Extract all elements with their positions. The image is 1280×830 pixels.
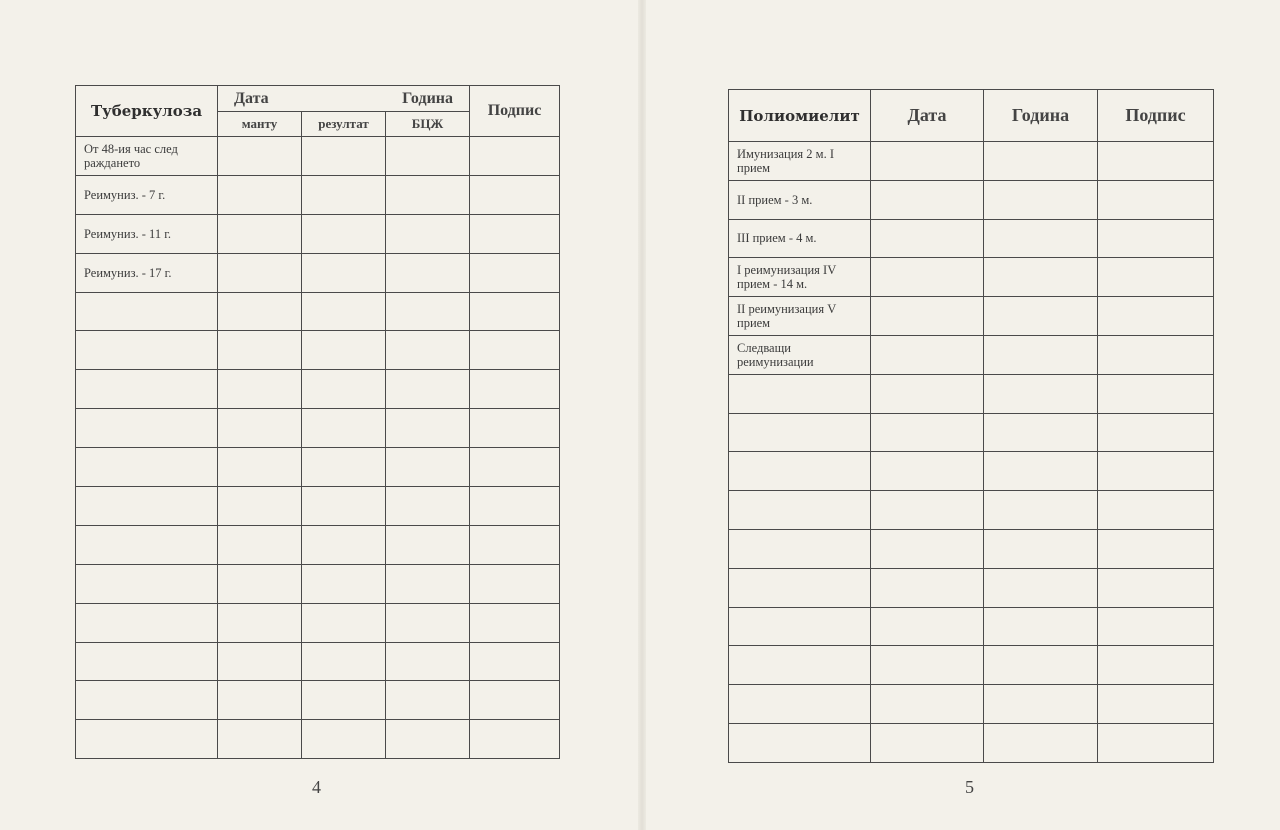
entry-cell[interactable] — [386, 642, 470, 681]
entry-cell[interactable] — [302, 720, 386, 759]
entry-cell[interactable] — [218, 603, 302, 642]
entry-cell[interactable] — [1098, 219, 1214, 258]
poliomyelitis-title: Полиомиелит — [729, 90, 871, 142]
entry-cell[interactable] — [470, 175, 560, 214]
entry-cell[interactable] — [302, 448, 386, 487]
entry-cell[interactable] — [386, 525, 470, 564]
entry-cell[interactable] — [984, 607, 1098, 646]
table-row — [729, 258, 1214, 297]
table-row — [76, 370, 560, 409]
entry-cell[interactable] — [302, 642, 386, 681]
tuberculosis-row-label — [76, 409, 218, 448]
entry-cell[interactable] — [984, 180, 1098, 219]
table-row — [729, 219, 1214, 258]
entry-cell[interactable] — [470, 331, 560, 370]
entry-cell[interactable] — [1098, 607, 1214, 646]
entry-cell[interactable] — [218, 525, 302, 564]
entry-cell[interactable] — [1098, 646, 1214, 685]
table-row — [76, 564, 560, 603]
entry-cell[interactable] — [470, 292, 560, 331]
tuberculosis-row-label: От 48-ия час след раждането — [76, 137, 218, 176]
entry-cell[interactable] — [218, 642, 302, 681]
poliomyelitis-row-label: I реимунизация IV прием - 14 м. — [729, 258, 871, 297]
entry-cell[interactable] — [1098, 452, 1214, 491]
date-header: Дата — [871, 90, 984, 142]
poliomyelitis-row-label — [729, 723, 871, 762]
entry-cell[interactable] — [386, 564, 470, 603]
entry-cell[interactable] — [386, 448, 470, 487]
entry-cell[interactable] — [871, 529, 984, 568]
entry-cell[interactable] — [218, 487, 302, 526]
table-row — [76, 175, 560, 214]
entry-cell[interactable] — [470, 370, 560, 409]
entry-cell[interactable] — [470, 214, 560, 253]
table-row — [729, 297, 1214, 336]
entry-cell[interactable] — [470, 448, 560, 487]
tuberculosis-table — [75, 85, 560, 759]
entry-cell[interactable] — [871, 491, 984, 530]
poliomyelitis-table — [728, 89, 1214, 763]
poliomyelitis-row-label — [729, 413, 871, 452]
entry-cell[interactable] — [302, 487, 386, 526]
entry-cell[interactable] — [984, 529, 1098, 568]
tuberculosis-row-label: Реимуниз. - 17 г. — [76, 253, 218, 292]
entry-cell[interactable] — [1098, 142, 1214, 181]
table-row — [729, 491, 1214, 530]
entry-cell[interactable] — [1098, 685, 1214, 724]
entry-cell[interactable] — [984, 568, 1098, 607]
entry-cell[interactable] — [218, 681, 302, 720]
entry-cell[interactable] — [218, 253, 302, 292]
entry-cell[interactable] — [1098, 529, 1214, 568]
table-row — [729, 685, 1214, 724]
entry-cell[interactable] — [984, 297, 1098, 336]
year-header: Година — [984, 90, 1098, 142]
tuberculosis-row-label — [76, 603, 218, 642]
tuberculosis-row-label — [76, 448, 218, 487]
tuberculosis-rows — [76, 137, 560, 759]
entry-cell[interactable] — [218, 370, 302, 409]
booklet-fold — [638, 0, 646, 830]
result-header: резултат — [302, 112, 386, 137]
entry-cell[interactable] — [984, 258, 1098, 297]
entry-cell[interactable] — [470, 681, 560, 720]
mantoux-header: манту — [218, 112, 302, 137]
entry-cell[interactable] — [984, 413, 1098, 452]
entry-cell[interactable] — [871, 297, 984, 336]
page-number: 5 — [965, 777, 974, 797]
entry-cell[interactable] — [302, 214, 386, 253]
table-row — [729, 723, 1214, 762]
entry-cell[interactable] — [871, 142, 984, 181]
entry-cell[interactable] — [386, 409, 470, 448]
poliomyelitis-row-label: II прием - 3 м. — [729, 180, 871, 219]
entry-cell[interactable] — [218, 564, 302, 603]
entry-cell[interactable] — [386, 370, 470, 409]
table-row — [729, 568, 1214, 607]
entry-cell[interactable] — [302, 409, 386, 448]
entry-cell[interactable] — [871, 685, 984, 724]
entry-cell[interactable] — [871, 180, 984, 219]
entry-cell[interactable] — [871, 607, 984, 646]
entry-cell[interactable] — [218, 214, 302, 253]
tuberculosis-row-label — [76, 681, 218, 720]
entry-cell[interactable] — [871, 219, 984, 258]
entry-cell[interactable] — [984, 142, 1098, 181]
entry-cell[interactable] — [871, 568, 984, 607]
entry-cell[interactable] — [984, 723, 1098, 762]
entry-cell[interactable] — [1098, 297, 1214, 336]
entry-cell[interactable] — [386, 720, 470, 759]
table-row — [76, 331, 560, 370]
entry-cell[interactable] — [386, 292, 470, 331]
entry-cell[interactable] — [984, 685, 1098, 724]
entry-cell[interactable] — [871, 335, 984, 374]
tuberculosis-row-label — [76, 642, 218, 681]
entry-cell[interactable] — [984, 491, 1098, 530]
poliomyelitis-row-label: Имунизация 2 м. I прием — [729, 142, 871, 181]
entry-cell[interactable] — [984, 646, 1098, 685]
table-row — [76, 681, 560, 720]
entry-cell[interactable] — [1098, 180, 1214, 219]
table-row — [729, 142, 1214, 181]
entry-cell[interactable] — [470, 603, 560, 642]
entry-cell[interactable] — [470, 487, 560, 526]
entry-cell[interactable] — [302, 525, 386, 564]
poliomyelitis-rows — [729, 142, 1214, 763]
entry-cell[interactable] — [871, 258, 984, 297]
tuberculosis-row-label — [76, 370, 218, 409]
table-row — [76, 214, 560, 253]
table-row — [76, 720, 560, 759]
tuberculosis-title: Туберкулоза — [76, 86, 218, 137]
table-row — [729, 452, 1214, 491]
entry-cell[interactable] — [302, 292, 386, 331]
entry-cell[interactable] — [386, 214, 470, 253]
table-row — [76, 253, 560, 292]
entry-cell[interactable] — [218, 448, 302, 487]
entry-cell[interactable] — [386, 487, 470, 526]
signature-header: Подпис — [470, 86, 560, 137]
table-row — [729, 529, 1214, 568]
entry-cell[interactable] — [1098, 491, 1214, 530]
entry-cell[interactable] — [302, 603, 386, 642]
poliomyelitis-row-label — [729, 568, 871, 607]
tuberculosis-row-label: Реимуниз. - 7 г. — [76, 175, 218, 214]
entry-cell[interactable] — [871, 452, 984, 491]
poliomyelitis-row-label: Следващи реимунизации — [729, 335, 871, 374]
table-row — [729, 607, 1214, 646]
table-row — [76, 448, 560, 487]
entry-cell[interactable] — [470, 409, 560, 448]
tuberculosis-row-label: Реимуниз. - 11 г. — [76, 214, 218, 253]
entry-cell[interactable] — [218, 137, 302, 176]
table-row — [76, 487, 560, 526]
entry-cell[interactable] — [218, 720, 302, 759]
entry-cell[interactable] — [1098, 374, 1214, 413]
entry-cell[interactable] — [871, 413, 984, 452]
entry-cell[interactable] — [470, 642, 560, 681]
entry-cell[interactable] — [386, 331, 470, 370]
entry-cell[interactable] — [386, 603, 470, 642]
entry-cell[interactable] — [984, 335, 1098, 374]
table-row — [729, 413, 1214, 452]
entry-cell[interactable] — [1098, 258, 1214, 297]
tuberculosis-row-label — [76, 564, 218, 603]
entry-cell[interactable] — [302, 175, 386, 214]
entry-cell[interactable] — [218, 175, 302, 214]
signature-header: Подпис — [1098, 90, 1214, 142]
table-row — [729, 335, 1214, 374]
entry-cell[interactable] — [302, 253, 386, 292]
table-row — [76, 603, 560, 642]
tuberculosis-row-label — [76, 292, 218, 331]
entry-cell[interactable] — [1098, 413, 1214, 452]
entry-cell[interactable] — [302, 370, 386, 409]
entry-cell[interactable] — [302, 681, 386, 720]
entry-cell[interactable] — [470, 525, 560, 564]
entry-cell[interactable] — [302, 137, 386, 176]
entry-cell[interactable] — [470, 137, 560, 176]
entry-cell[interactable] — [386, 137, 470, 176]
tuberculosis-row-label — [76, 487, 218, 526]
entry-cell[interactable] — [302, 564, 386, 603]
tuberculosis-row-label — [76, 720, 218, 759]
entry-cell[interactable] — [984, 374, 1098, 413]
page-number: 4 — [312, 777, 321, 797]
entry-cell[interactable] — [1098, 335, 1214, 374]
poliomyelitis-row-label — [729, 491, 871, 530]
tuberculosis-row-label — [76, 525, 218, 564]
entry-cell[interactable] — [984, 452, 1098, 491]
table-row — [729, 646, 1214, 685]
poliomyelitis-row-label — [729, 685, 871, 724]
table-row — [76, 525, 560, 564]
entry-cell[interactable] — [386, 175, 470, 214]
bcg-header: БЦЖ — [386, 112, 470, 137]
entry-cell[interactable] — [871, 374, 984, 413]
table-row — [729, 374, 1214, 413]
year-header: Година — [402, 89, 453, 107]
entry-cell[interactable] — [470, 720, 560, 759]
entry-cell[interactable] — [218, 409, 302, 448]
entry-cell[interactable] — [1098, 568, 1214, 607]
entry-cell[interactable] — [871, 723, 984, 762]
poliomyelitis-row-label — [729, 646, 871, 685]
table-row — [729, 180, 1214, 219]
table-row — [76, 642, 560, 681]
table-row — [76, 137, 560, 176]
entry-cell[interactable] — [871, 646, 984, 685]
date-year-header — [218, 86, 470, 112]
entry-cell[interactable] — [218, 331, 302, 370]
table-row — [76, 292, 560, 331]
poliomyelitis-row-label — [729, 374, 871, 413]
entry-cell[interactable] — [386, 681, 470, 720]
entry-cell[interactable] — [470, 564, 560, 603]
entry-cell[interactable] — [302, 331, 386, 370]
entry-cell[interactable] — [984, 219, 1098, 258]
poliomyelitis-row-label — [729, 452, 871, 491]
date-header: Дата — [234, 89, 269, 107]
table-row — [76, 409, 560, 448]
poliomyelitis-row-label: II реимунизация V прием — [729, 297, 871, 336]
poliomyelitis-row-label — [729, 529, 871, 568]
entry-cell[interactable] — [470, 253, 560, 292]
poliomyelitis-row-label — [729, 607, 871, 646]
poliomyelitis-row-label: III прием - 4 м. — [729, 219, 871, 258]
entry-cell[interactable] — [1098, 723, 1214, 762]
tuberculosis-row-label — [76, 331, 218, 370]
entry-cell[interactable] — [218, 292, 302, 331]
entry-cell[interactable] — [386, 253, 470, 292]
